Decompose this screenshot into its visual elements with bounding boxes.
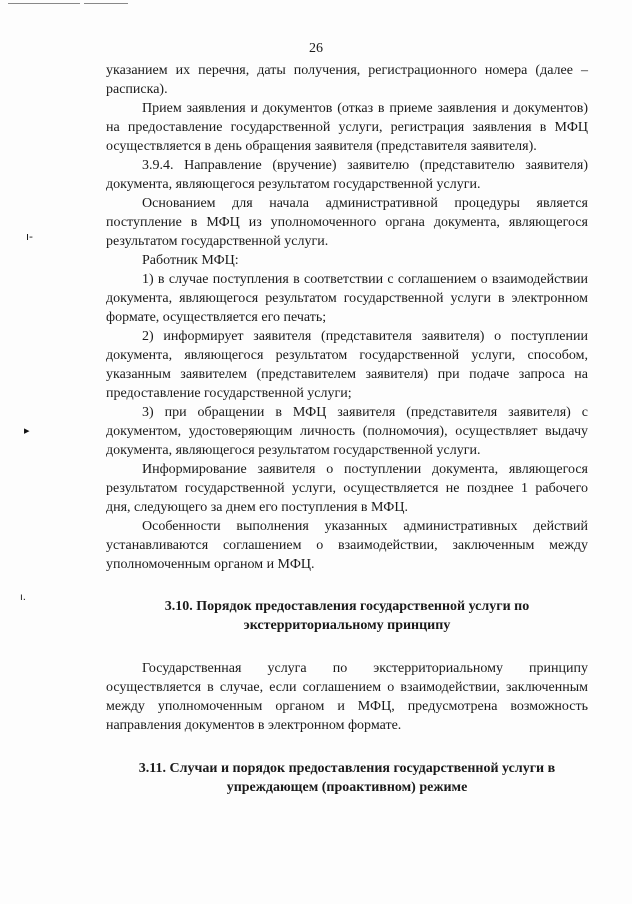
list-item: 1) в случае поступления в соответствии с соглашением о взаимодействии документа, являющегося результатом государственной услуги в электронном формате, осуществляется его печать;	[106, 272, 588, 325]
paragraph: Основанием для начала административной процедуры является поступление в МФЦ из уполномоченного органа документа, являющегося результатом государственной услуги.	[106, 196, 588, 249]
top-rule	[84, 3, 128, 4]
paragraph: Государственная услуга по экстерриториальному принципу осуществляется в случае, если соглашением о взаимодействии, заключенным между уполномоченным органом и МФЦ, предусмотрена возможность направления документов в электронном формате.	[106, 661, 588, 733]
list-item: 2) информирует заявителя (представителя заявителя) о поступлении документа, являющегося результатом государственной услуги, способом, указанным заявителем (представителем заявителя) при подаче запроса на предоставление государственной услуги;	[106, 329, 588, 401]
page-number: 26	[309, 41, 323, 56]
section-heading-line: упреждающем (проактивном) режиме	[226, 780, 468, 795]
margin-mark: ı.	[20, 592, 26, 603]
paragraph: указанием их перечня, даты получения, регистрационного номера (далее – расписка).	[106, 63, 588, 97]
document-body	[106, 61, 588, 797]
paragraph: Прием заявления и документов (отказ в приеме заявления и документов) на предоставление государственной услуги, регистрация заявления в МФЦ осуществляется в день обращения заявителя (представителя заявителя).	[106, 101, 588, 154]
section-heading-line: 3.11. Случаи и порядок предоставления государственной услуги в	[138, 761, 556, 776]
paragraph: 3.9.4. Направление (вручение) заявителю (представителю заявителя) документа, являющегося результатом государственной услуги.	[106, 158, 588, 192]
list-item: 3) при обращении в МФЦ заявителя (представителя заявителя) с документом, удостоверяющим личность (полномочия), осуществляет выдачу документа, являющегося результатом государственной услуги.	[106, 405, 588, 458]
section-heading-3-10	[106, 597, 588, 635]
paragraph: Особенности выполнения указанных административных действий устанавливаются соглашением о взаимодействии, заключенным между уполномоченным органом и МФЦ.	[106, 519, 588, 572]
paragraph: Информирование заявителя о поступлении документа, являющегося результатом государственной услуги, осуществляется не позднее 1 рабочего дня, следующего за днем его поступления в МФЦ.	[106, 462, 588, 515]
margin-mark: ▸	[24, 424, 30, 437]
top-rule	[8, 3, 80, 4]
paragraph: Работник МФЦ:	[142, 253, 239, 268]
margin-mark: ı-	[26, 230, 34, 243]
section-heading-3-11	[106, 759, 588, 797]
section-heading-line: экстерриториальному принципу	[243, 618, 451, 633]
section-heading-line: 3.10. Порядок предоставления государственной услуги по	[164, 599, 530, 614]
